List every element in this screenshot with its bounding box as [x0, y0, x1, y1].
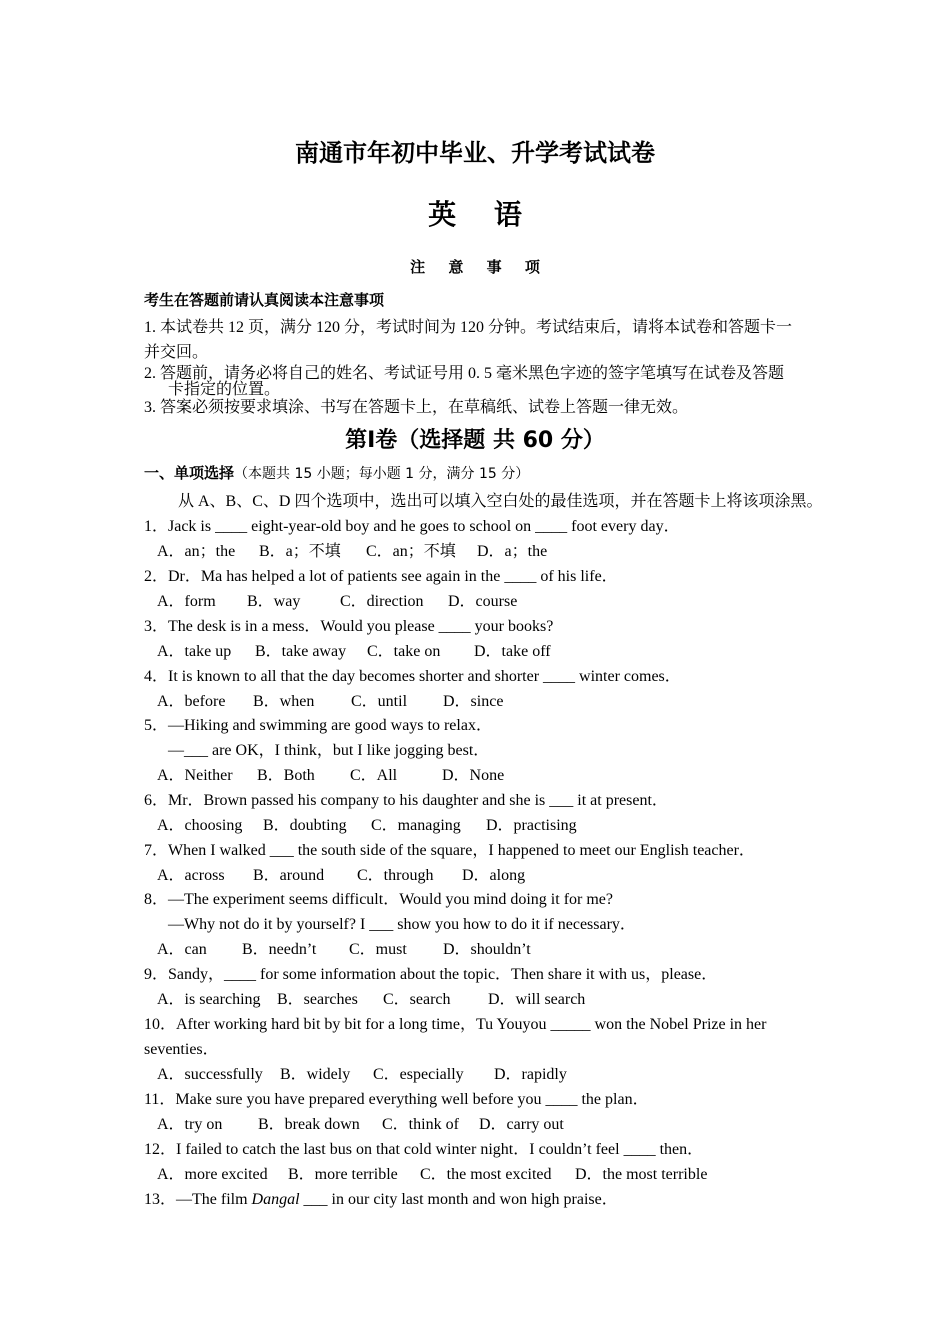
question-12-options: [157, 1161, 707, 1184]
option-a: A．an；the: [157, 543, 236, 560]
option-c: C．All: [350, 767, 398, 784]
option-c: C．an；不填: [366, 543, 456, 560]
question-11-options: [157, 1111, 564, 1134]
option-d: D．will search: [488, 991, 586, 1008]
option-a: A．can: [157, 941, 207, 958]
question-2-options: [157, 588, 517, 611]
question-12: 12．I failed to catch the last bus on that cold winter night．I couldn’t feel ____ then．: [144, 1141, 704, 1158]
option-a: A．successfully: [157, 1066, 263, 1083]
option-b: B．a；不填: [259, 543, 341, 560]
option-d: D．along: [462, 867, 526, 884]
option-d: D．course: [448, 593, 518, 610]
option-c: C．managing: [371, 817, 461, 834]
option-d: D．since: [443, 693, 504, 710]
question-13-pre: 13．—The film: [144, 1191, 252, 1208]
option-a: A．form: [157, 593, 216, 610]
option-c: C．must: [349, 941, 407, 958]
question-13-post: ___ in our city last month and won high praise．: [299, 1191, 618, 1208]
section-instruction: 从 A、B、C、D 四个选项中，选出可以填入空白处的最佳选项，并在答题卡上将该项涂黑。: [178, 493, 823, 510]
option-d: D．None: [442, 767, 505, 784]
option-b: B．break down: [258, 1116, 360, 1133]
option-b: B．when: [253, 693, 315, 710]
notice-item-2-cont: 卡指定的位置。: [168, 381, 281, 398]
option-d: D．carry out: [479, 1116, 564, 1133]
option-b: B．around: [253, 867, 325, 884]
section-heading: [144, 462, 529, 483]
question-6: 6．Mr．Brown passed his company to his daughter and she is ___ it at present．: [144, 792, 668, 809]
option-a: A．try on: [157, 1116, 223, 1133]
option-a: A．choosing: [157, 817, 243, 834]
option-c: C．take on: [367, 643, 441, 660]
option-d: D．the most terrible: [575, 1166, 708, 1183]
question-5: 5．—Hiking and swimming are good ways to relax．: [144, 717, 492, 734]
question-4-options: [157, 688, 503, 711]
option-a: A．Neither: [157, 767, 233, 784]
question-8: 8．—The experiment seems difficult．Would you mind doing it for me?: [144, 891, 613, 908]
exam-title: 南通市年初中毕业、升学考试试卷: [295, 139, 655, 167]
question-8-options: [157, 936, 531, 959]
section-title: 一、单项选择: [144, 464, 235, 482]
question-11: 11．Make sure you have prepared everything well before you ____ the plan．: [144, 1091, 649, 1108]
question-3: 3．The desk is in a mess．Would you please ____ your books?: [144, 618, 554, 635]
option-a: A．more excited: [157, 1166, 268, 1183]
option-c: C．direction: [340, 593, 424, 610]
question-8-reply: —Why not do it by yourself? I ___ show you how to do it if necessary．: [168, 916, 636, 933]
notice-heading: 考生在答题前请认真阅读本注意事项: [144, 291, 385, 309]
question-1-options: [157, 538, 547, 561]
option-c: C．until: [351, 693, 408, 710]
option-b: B．Both: [257, 767, 315, 784]
option-a: A．take up: [157, 643, 232, 660]
question-10-options: [157, 1061, 567, 1084]
notice-title: 注 意 事 项: [410, 258, 549, 276]
question-4: 4．It is known to all that the day becomes shorter and shorter ____ winter comes．: [144, 668, 681, 685]
option-b: B．widely: [280, 1066, 351, 1083]
option-b: B．more terrible: [288, 1166, 398, 1183]
film-title: Dangal: [251, 1191, 300, 1208]
option-b: B．way: [247, 593, 301, 610]
option-c: C．the most excited: [420, 1166, 552, 1183]
section-detail: （本题共 15 小题；每小题 1 分，满分 15 分）: [234, 466, 530, 482]
question-7: 7．When I walked ___ the south side of the square，I happened to meet our English teacher．: [144, 842, 755, 859]
question-10-cont: seventies．: [144, 1041, 219, 1058]
option-b: B．searches: [277, 991, 358, 1008]
question-13: [144, 1186, 618, 1209]
option-b: B．needn’t: [242, 941, 317, 958]
question-5-reply: —___ are OK，I think，but I like jogging best．: [168, 742, 490, 759]
option-a: A．before: [157, 693, 226, 710]
option-c: C．especially: [373, 1066, 464, 1083]
option-a: A．across: [157, 867, 225, 884]
option-d: D．shouldn’t: [443, 941, 531, 958]
question-10: 10．After working hard bit by bit for a long time，Tu Youyou _____ won the Nobel Prize in her: [144, 1016, 767, 1033]
option-d: D．take off: [474, 643, 551, 660]
question-1: 1．Jack is ____ eight-year-old boy and he goes to school on ____ foot every day．: [144, 518, 680, 535]
option-d: D．a；the: [477, 543, 548, 560]
option-c: C．search: [383, 991, 451, 1008]
option-d: D．practising: [486, 817, 577, 834]
question-2: 2．Dr．Ma has helped a lot of patients see again in the ____ of his life．: [144, 568, 618, 585]
question-5-options: [157, 762, 504, 785]
option-a: A．is searching: [157, 991, 261, 1008]
option-d: D．rapidly: [494, 1066, 567, 1083]
question-6-options: [157, 812, 577, 835]
question-3-options: [157, 638, 551, 661]
option-c: C．through: [357, 867, 434, 884]
notice-item-1-cont: 并交回。: [144, 344, 209, 361]
subject-title: 英 语: [428, 198, 536, 231]
notice-item-3: 3. 答案必须按要求填涂、书写在答题卡上，在草稿纸、试卷上答题一律无效。: [144, 399, 689, 416]
question-7-options: [157, 862, 525, 885]
option-b: B．doubting: [263, 817, 347, 834]
notice-item-1: 1. 本试卷共 12 页，满分 120 分，考试时间为 120 分钟。考试结束后，请将本试卷和答题卡一: [144, 319, 793, 336]
option-b: B．take away: [255, 643, 347, 660]
part-title: 第Ⅰ卷（选择题 共 60 分）: [345, 428, 605, 453]
notice-item-2: 2. 答题前，请务必将自己的姓名、考试证号用 0. 5 毫米黑色字迹的签字笔填写在试卷及答题: [144, 365, 785, 382]
option-c: C．think of: [382, 1116, 459, 1133]
question-9: 9．Sandy，____ for some information about the topic．Then share it with us，please．: [144, 966, 718, 983]
question-9-options: [157, 986, 585, 1009]
